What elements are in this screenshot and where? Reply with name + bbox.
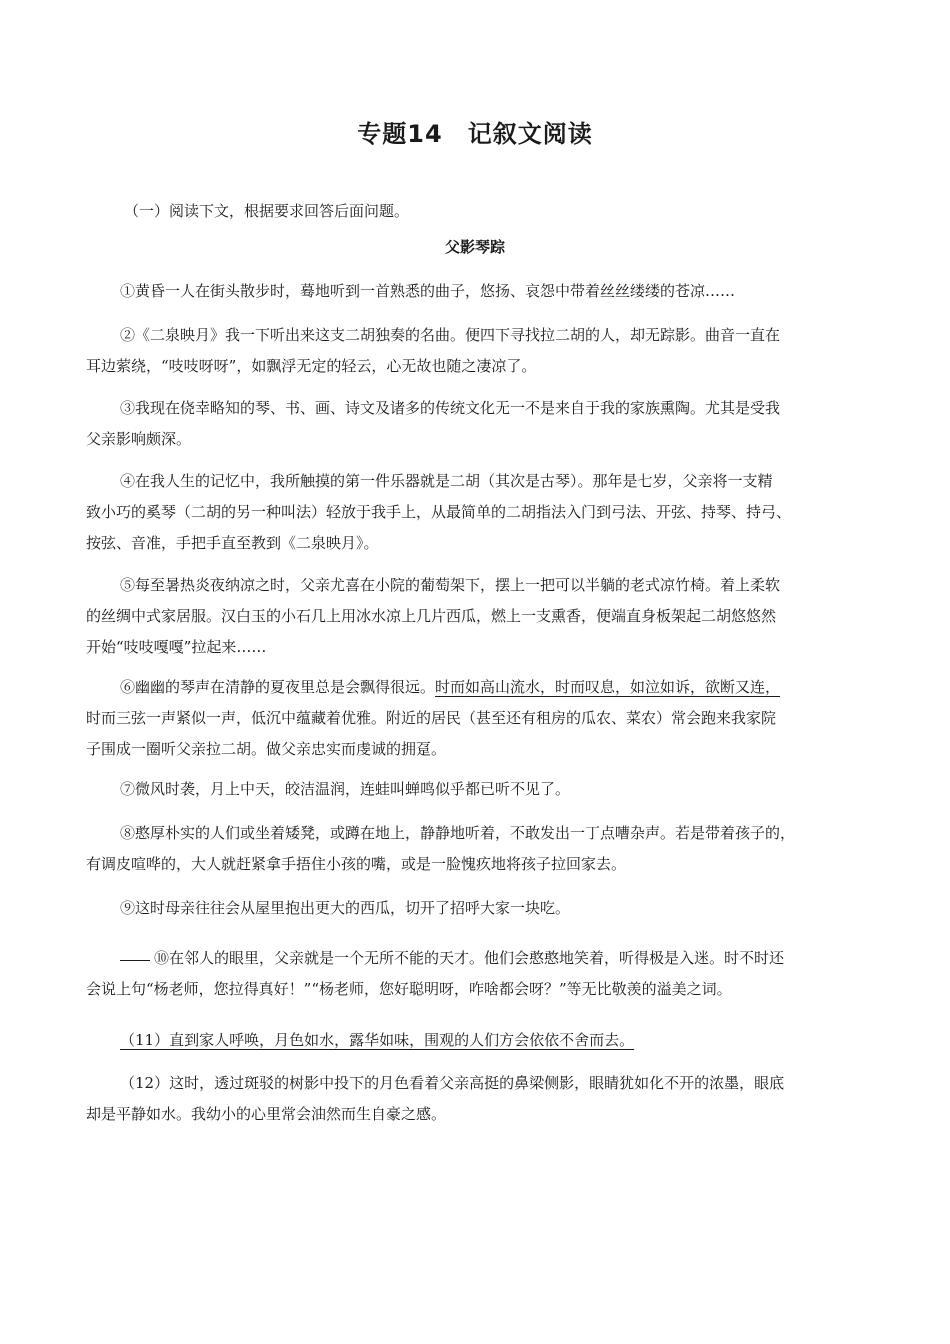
paragraph-line: （12）这时，透过斑驳的树影中投下的月色看着父亲高挺的鼻梁侧影，眼睛犹如化不开的浓墨，眼底: [120, 1074, 785, 1092]
paragraph-line: 开始“吱吱嘎嘎”拉起来……: [86, 638, 267, 656]
paragraph-12: [86, 1068, 866, 1130]
paragraph-text: ⑩在邻人的眼里，父亲就是一个无所不能的天才。他们会憨憨地笑着，听得极是入迷。时不时还: [154, 949, 785, 967]
paragraph-line: ①黄昏一人在街头散步时，蓦地听到一首熟悉的曲子，悠扬、哀怨中带着丝丝缕缕的苍凉……: [120, 282, 736, 300]
paragraph-2: [86, 320, 866, 382]
paragraph-lead: ⑥幽幽的琴声在清静的夏夜里总是会飘得很远。: [120, 678, 436, 696]
paragraph-line: ⑦微风时袭，月上中天，皎洁温润，连蛙叫蝉鸣似乎都已听不见了。: [120, 780, 571, 798]
paragraph-6: [86, 672, 866, 765]
paragraph-line: [86, 672, 866, 703]
paragraph-7: [86, 774, 866, 805]
paragraph-line: ⑤每至暑热炎夜纳凉之时，父亲尤喜在小院的葡萄架下，摆上一把可以半躺的老式凉竹椅。着上柔软: [120, 576, 781, 594]
article-title: 父影琴踪: [444, 238, 505, 256]
paragraph-3: [86, 393, 866, 455]
paragraph-line: 会说上句“杨老师，您拉得真好！”“杨老师，您好聪明呀，咋啥都会呀？”等无比敬羡的溢美之词。: [86, 980, 732, 998]
underlined-sentence: 时而如高山流水，时而叹息，如泣如诉，欲断又连，: [435, 678, 781, 696]
answer-blank: [120, 960, 150, 961]
paragraph-line: ⑧憨厚朴实的人们或坐着矮凳，或蹲在地上，静静地听着，不敢发出一丁点嘈杂声。若是带着孩子的，: [120, 824, 796, 842]
paragraph-line: 子围成一圈听父亲拉二胡。做父亲忠实而虔诚的拥趸。: [86, 740, 447, 758]
paragraph-line: 的丝绸中式家居服。汉白玉的小石几上用冰水凉上几片西瓜，燃上一支熏香，便端直身板架起二胡悠悠然: [86, 607, 777, 625]
paragraph-9: [86, 893, 866, 924]
underlined-sentence: （11）直到家人呼唤，月色如水，露华如味，围观的人们方会依依不舍而去。: [120, 1031, 635, 1049]
paragraph-line: ④在我人生的记忆中，我所触摸的第一件乐器就是二胡（其次是古琴）。那年是七岁，父亲将一支精: [120, 472, 773, 490]
paragraph-line: 时而三弦一声紧似一声，低沉中蕴藏着优雅。附近的居民（甚至还有租房的瓜农、菜农）常会跑来我家院: [86, 709, 777, 727]
paragraph-line: 却是平静如水。我幼小的心里常会油然而生自豪之感。: [86, 1105, 447, 1123]
paragraph-4: [86, 466, 866, 559]
paragraph-line: ⑨这时母亲往往会从屋里抱出更大的西瓜，切开了招呼大家一块吃。: [120, 899, 571, 917]
paragraph-line: 父亲影响颇深。: [86, 430, 192, 448]
paragraph-line: 耳边萦绕，“吱吱呀呀”，如飘浮无定的轻云，心无故也随之凄凉了。: [86, 357, 537, 375]
paragraph-line: 有调皮喧哗的，大人就赶紧拿手捂住小孩的嘴，或是一脸愧疚地将孩子拉回家去。: [86, 855, 627, 873]
paragraph-line: 按弦、音准，手把手直至教到《二泉映月》。: [86, 534, 379, 552]
paragraph-line: ③我现在侥幸略知的琴、书、画、诗文及诸多的传统文化无一不是来自于我的家族熏陶。尤其是受我: [120, 399, 781, 417]
paragraph-1: [86, 276, 866, 307]
section-intro: （一）阅读下文，根据要求回答后面问题。: [124, 202, 410, 220]
paragraph-11: [86, 1025, 866, 1056]
paragraph-line: ②《二泉映月》我一下听出来这支二胡独奏的名曲。便四下寻找拉二胡的人，却无踪影。曲音一直在: [120, 326, 781, 344]
paragraph-5: [86, 570, 866, 663]
paragraph-line: 致小巧的奚琴（二胡的另一种叫法）轻放于我手上，从最简单的二胡指法入门到弓法、开弦、持琴、持弓、: [86, 503, 792, 521]
paragraph-line: [86, 943, 866, 974]
paragraph-8: [86, 818, 866, 880]
page-title: 专题14 记叙文阅读: [357, 120, 593, 148]
paragraph-10: [86, 943, 866, 1005]
